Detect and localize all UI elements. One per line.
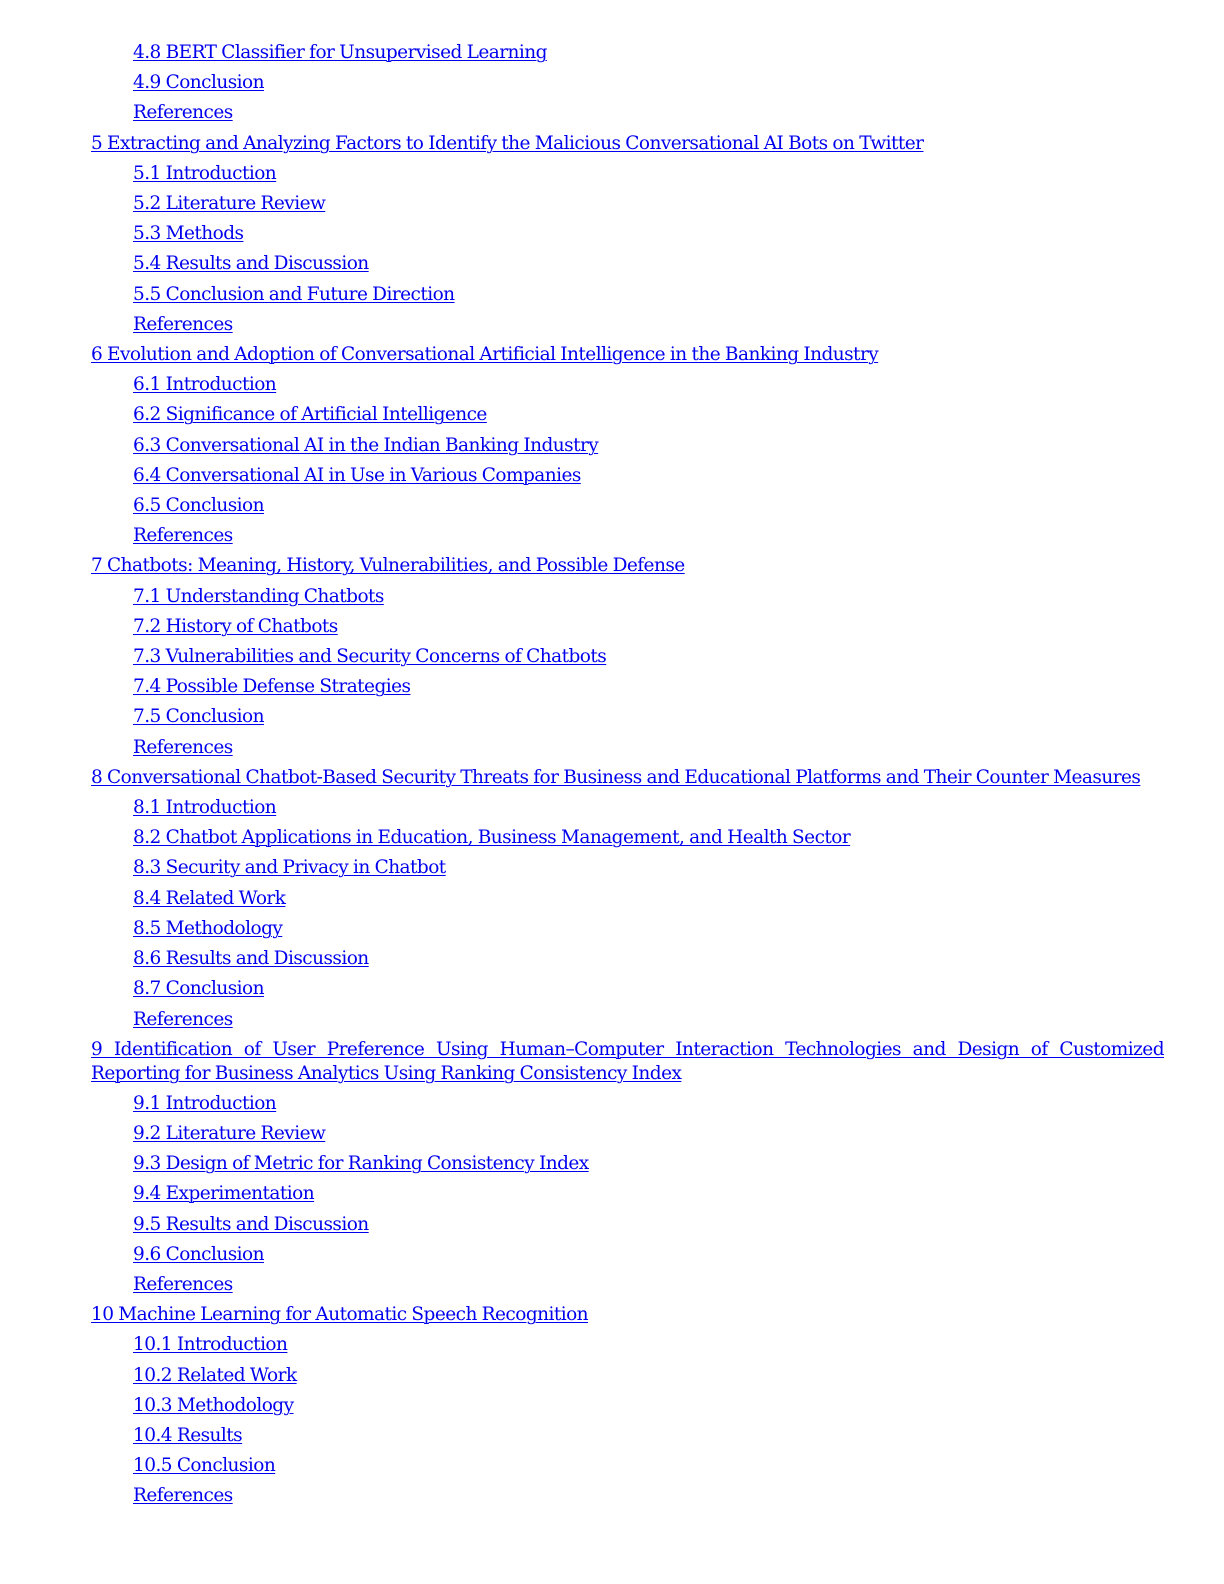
- toc-section-link[interactable]: 7.2 History of Chatbots: [133, 615, 338, 637]
- toc-section-link[interactable]: 8.4 Related Work: [133, 887, 286, 909]
- toc-section-link[interactable]: 8.7 Conclusion: [133, 978, 264, 1000]
- table-of-contents: [0, 38, 1224, 1512]
- toc-section-link[interactable]: 5.2 Literature Review: [133, 193, 326, 215]
- toc-section-link[interactable]: 10.5 Conclusion: [133, 1455, 276, 1477]
- toc-section-link[interactable]: 7.5 Conclusion: [133, 706, 264, 728]
- toc-section-link[interactable]: 9.4 Experimentation: [133, 1183, 315, 1205]
- toc-section-link[interactable]: 7.1 Understanding Chatbots: [133, 585, 384, 607]
- toc-chapter-link[interactable]: 5 Extracting and Analyzing Factors to Identify the Malicious Conversational AI Bots on Twitter: [91, 132, 924, 154]
- toc-section-link[interactable]: References: [133, 1485, 233, 1507]
- toc-section-link[interactable]: 9.5 Results and Discussion: [133, 1213, 369, 1235]
- toc-section-link[interactable]: 10.1 Introduction: [133, 1334, 288, 1356]
- toc-section-link[interactable]: 6.3 Conversational AI in the Indian Banking Industry: [133, 434, 599, 456]
- toc-section-link[interactable]: 8.6 Results and Discussion: [133, 948, 369, 970]
- toc-section-link[interactable]: 6.5 Conclusion: [133, 495, 264, 517]
- toc-section-link[interactable]: 10.4 Results: [133, 1424, 243, 1446]
- toc-chapter-link[interactable]: 8 Conversational Chatbot-Based Security Threats for Business and Educational Platforms and Their Counter Measures: [91, 766, 1141, 788]
- toc-section-link[interactable]: 9.6 Conclusion: [133, 1243, 264, 1265]
- toc-section-link[interactable]: 8.3 Security and Privacy in Chatbot: [133, 857, 446, 879]
- toc-section-link[interactable]: 7.4 Possible Defense Strategies: [133, 676, 411, 698]
- toc-section-link[interactable]: 5.5 Conclusion and Future Direction: [133, 283, 455, 305]
- toc-section-link[interactable]: 5.1 Introduction: [133, 162, 277, 184]
- toc-section-link[interactable]: References: [133, 1273, 233, 1295]
- toc-chapter-link[interactable]: 6 Evolution and Adoption of Conversational Artificial Intelligence in the Banking Industry: [91, 344, 879, 366]
- toc-chapter-link[interactable]: 7 Chatbots: Meaning, History, Vulnerabilities, and Possible Defense: [91, 555, 685, 577]
- toc-section-link[interactable]: 9.3 Design of Metric for Ranking Consistency Index: [133, 1153, 589, 1175]
- toc-section-link[interactable]: 4.9 Conclusion: [133, 72, 264, 94]
- toc-section-link[interactable]: 6.1 Introduction: [133, 374, 277, 396]
- toc-chapter-link[interactable]: 10 Machine Learning for Automatic Speech Recognition: [91, 1304, 589, 1326]
- toc-chapter-link[interactable]: 9 Identification of User Preference Using Human–Computer Interaction Technologies and Design of Customized Reporting for Business Analytics Using Ranking Consistency Index: [91, 1038, 1164, 1084]
- toc-section-link[interactable]: 9.1 Introduction: [133, 1092, 277, 1114]
- toc-section-link[interactable]: 7.3 Vulnerabilities and Security Concerns of Chatbots: [133, 646, 607, 668]
- toc-section-link[interactable]: References: [133, 102, 233, 124]
- toc-section-link[interactable]: 8.2 Chatbot Applications in Education, Business Management, and Health Sector: [133, 827, 851, 849]
- toc-section-link[interactable]: 5.3 Methods: [133, 223, 244, 245]
- toc-section-link[interactable]: 6.2 Significance of Artificial Intelligence: [133, 404, 487, 426]
- toc-section-link[interactable]: 6.4 Conversational AI in Use in Various Companies: [133, 464, 581, 486]
- toc-section-link[interactable]: References: [133, 1008, 233, 1030]
- toc-section-link[interactable]: 10.2 Related Work: [133, 1364, 297, 1386]
- toc-section-link[interactable]: 8.1 Introduction: [133, 797, 277, 819]
- toc-section-link[interactable]: 9.2 Literature Review: [133, 1122, 326, 1144]
- toc-section-link[interactable]: 4.8 BERT Classifier for Unsupervised Learning: [133, 42, 547, 63]
- toc-section-link[interactable]: 10.3 Methodology: [133, 1394, 294, 1416]
- toc-section-link[interactable]: References: [133, 736, 233, 758]
- toc-section-link[interactable]: References: [133, 313, 233, 335]
- toc-section-link[interactable]: References: [133, 525, 233, 547]
- toc-section-link[interactable]: 8.5 Methodology: [133, 917, 283, 939]
- toc-section-link[interactable]: 5.4 Results and Discussion: [133, 253, 369, 275]
